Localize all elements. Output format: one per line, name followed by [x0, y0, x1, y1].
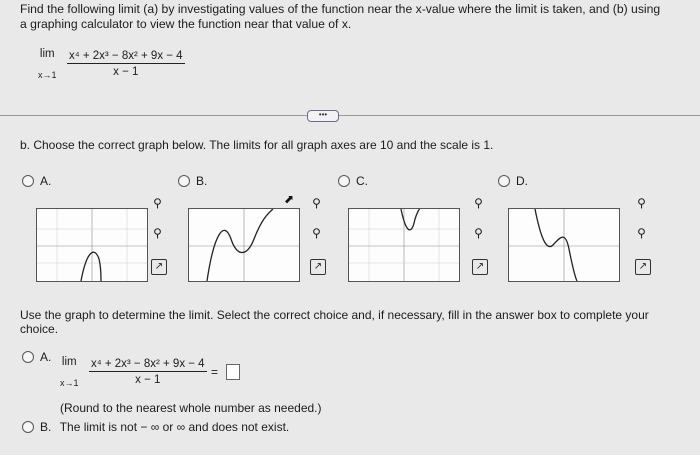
choice-b[interactable]: B. The limit is not − ∞ or ∞ and does not exist.	[22, 420, 289, 434]
graph-d[interactable]	[508, 208, 620, 282]
limit-denominator: x − 1	[135, 374, 161, 386]
choice-a-expression	[60, 356, 240, 388]
zoom-out-icon[interactable]: ⚲	[637, 226, 646, 240]
zoom-in-icon[interactable]: ⚲	[312, 196, 321, 210]
choice-b-text: The limit is not − ∞ or ∞ and does not exist.	[59, 420, 290, 434]
radio-a[interactable]	[22, 175, 34, 187]
lim-label: lim	[39, 48, 55, 60]
zoom-out-icon[interactable]: ⚲	[474, 226, 483, 240]
lim-subscript: x→1	[60, 378, 79, 388]
limit-denominator: x − 1	[113, 66, 139, 78]
graph-option-b[interactable]: B.	[178, 174, 207, 188]
more-button[interactable]: •••	[307, 110, 339, 122]
lim-subscript: x→1	[38, 70, 57, 80]
limit-expression	[38, 48, 185, 80]
graph-option-c[interactable]: C.	[338, 174, 368, 188]
external-link-icon[interactable]: ↗	[472, 259, 488, 275]
radio-choice-a[interactable]	[22, 351, 34, 363]
round-note: (Round to the nearest whole number as needed.)	[60, 401, 322, 415]
section-divider	[0, 115, 700, 116]
zoom-out-icon[interactable]: ⚲	[312, 226, 321, 240]
limit-numerator: x⁴ + 2x³ − 8x² + 9x − 4	[90, 358, 205, 370]
external-link-icon[interactable]: ↗	[151, 259, 167, 275]
zoom-out-icon[interactable]: ⚲	[153, 226, 162, 240]
graph-b[interactable]	[188, 208, 300, 282]
lim-label: lim	[61, 356, 77, 368]
radio-b[interactable]	[178, 175, 190, 187]
zoom-in-icon[interactable]: ⚲	[474, 196, 483, 210]
external-link-icon[interactable]: ↗	[310, 259, 326, 275]
use-graph-instruction: Use the graph to determine the limit. Select the correct choice and, if necessary, fill in the answer box to complete your choice.	[20, 308, 649, 336]
graph-c[interactable]	[348, 208, 460, 282]
zoom-in-icon[interactable]: ⚲	[637, 196, 646, 210]
zoom-in-icon[interactable]: ⚲	[153, 196, 162, 210]
graph-option-a[interactable]: A.	[22, 174, 51, 188]
question-text: Find the following limit (a) by investigating values of the function near the x-value where the limit is taken, and (b) using a graphing calculator to view the function near that value of x.	[20, 2, 661, 31]
graph-a[interactable]	[36, 208, 148, 282]
mouse-cursor-icon: ⬈	[284, 192, 295, 206]
radio-d[interactable]	[498, 175, 510, 187]
equals-sign: =	[211, 365, 219, 379]
choice-a[interactable]: A.	[22, 350, 51, 364]
radio-c[interactable]	[338, 175, 350, 187]
part-b-instruction: b. Choose the correct graph below. The limits for all graph axes are 10 and the scale is 1.	[20, 138, 494, 152]
graph-option-d[interactable]: D.	[498, 174, 528, 188]
limit-numerator: x⁴ + 2x³ − 8x² + 9x − 4	[68, 50, 183, 62]
external-link-icon[interactable]: ↗	[635, 259, 651, 275]
radio-choice-b[interactable]	[22, 421, 34, 433]
answer-input[interactable]	[226, 364, 240, 380]
